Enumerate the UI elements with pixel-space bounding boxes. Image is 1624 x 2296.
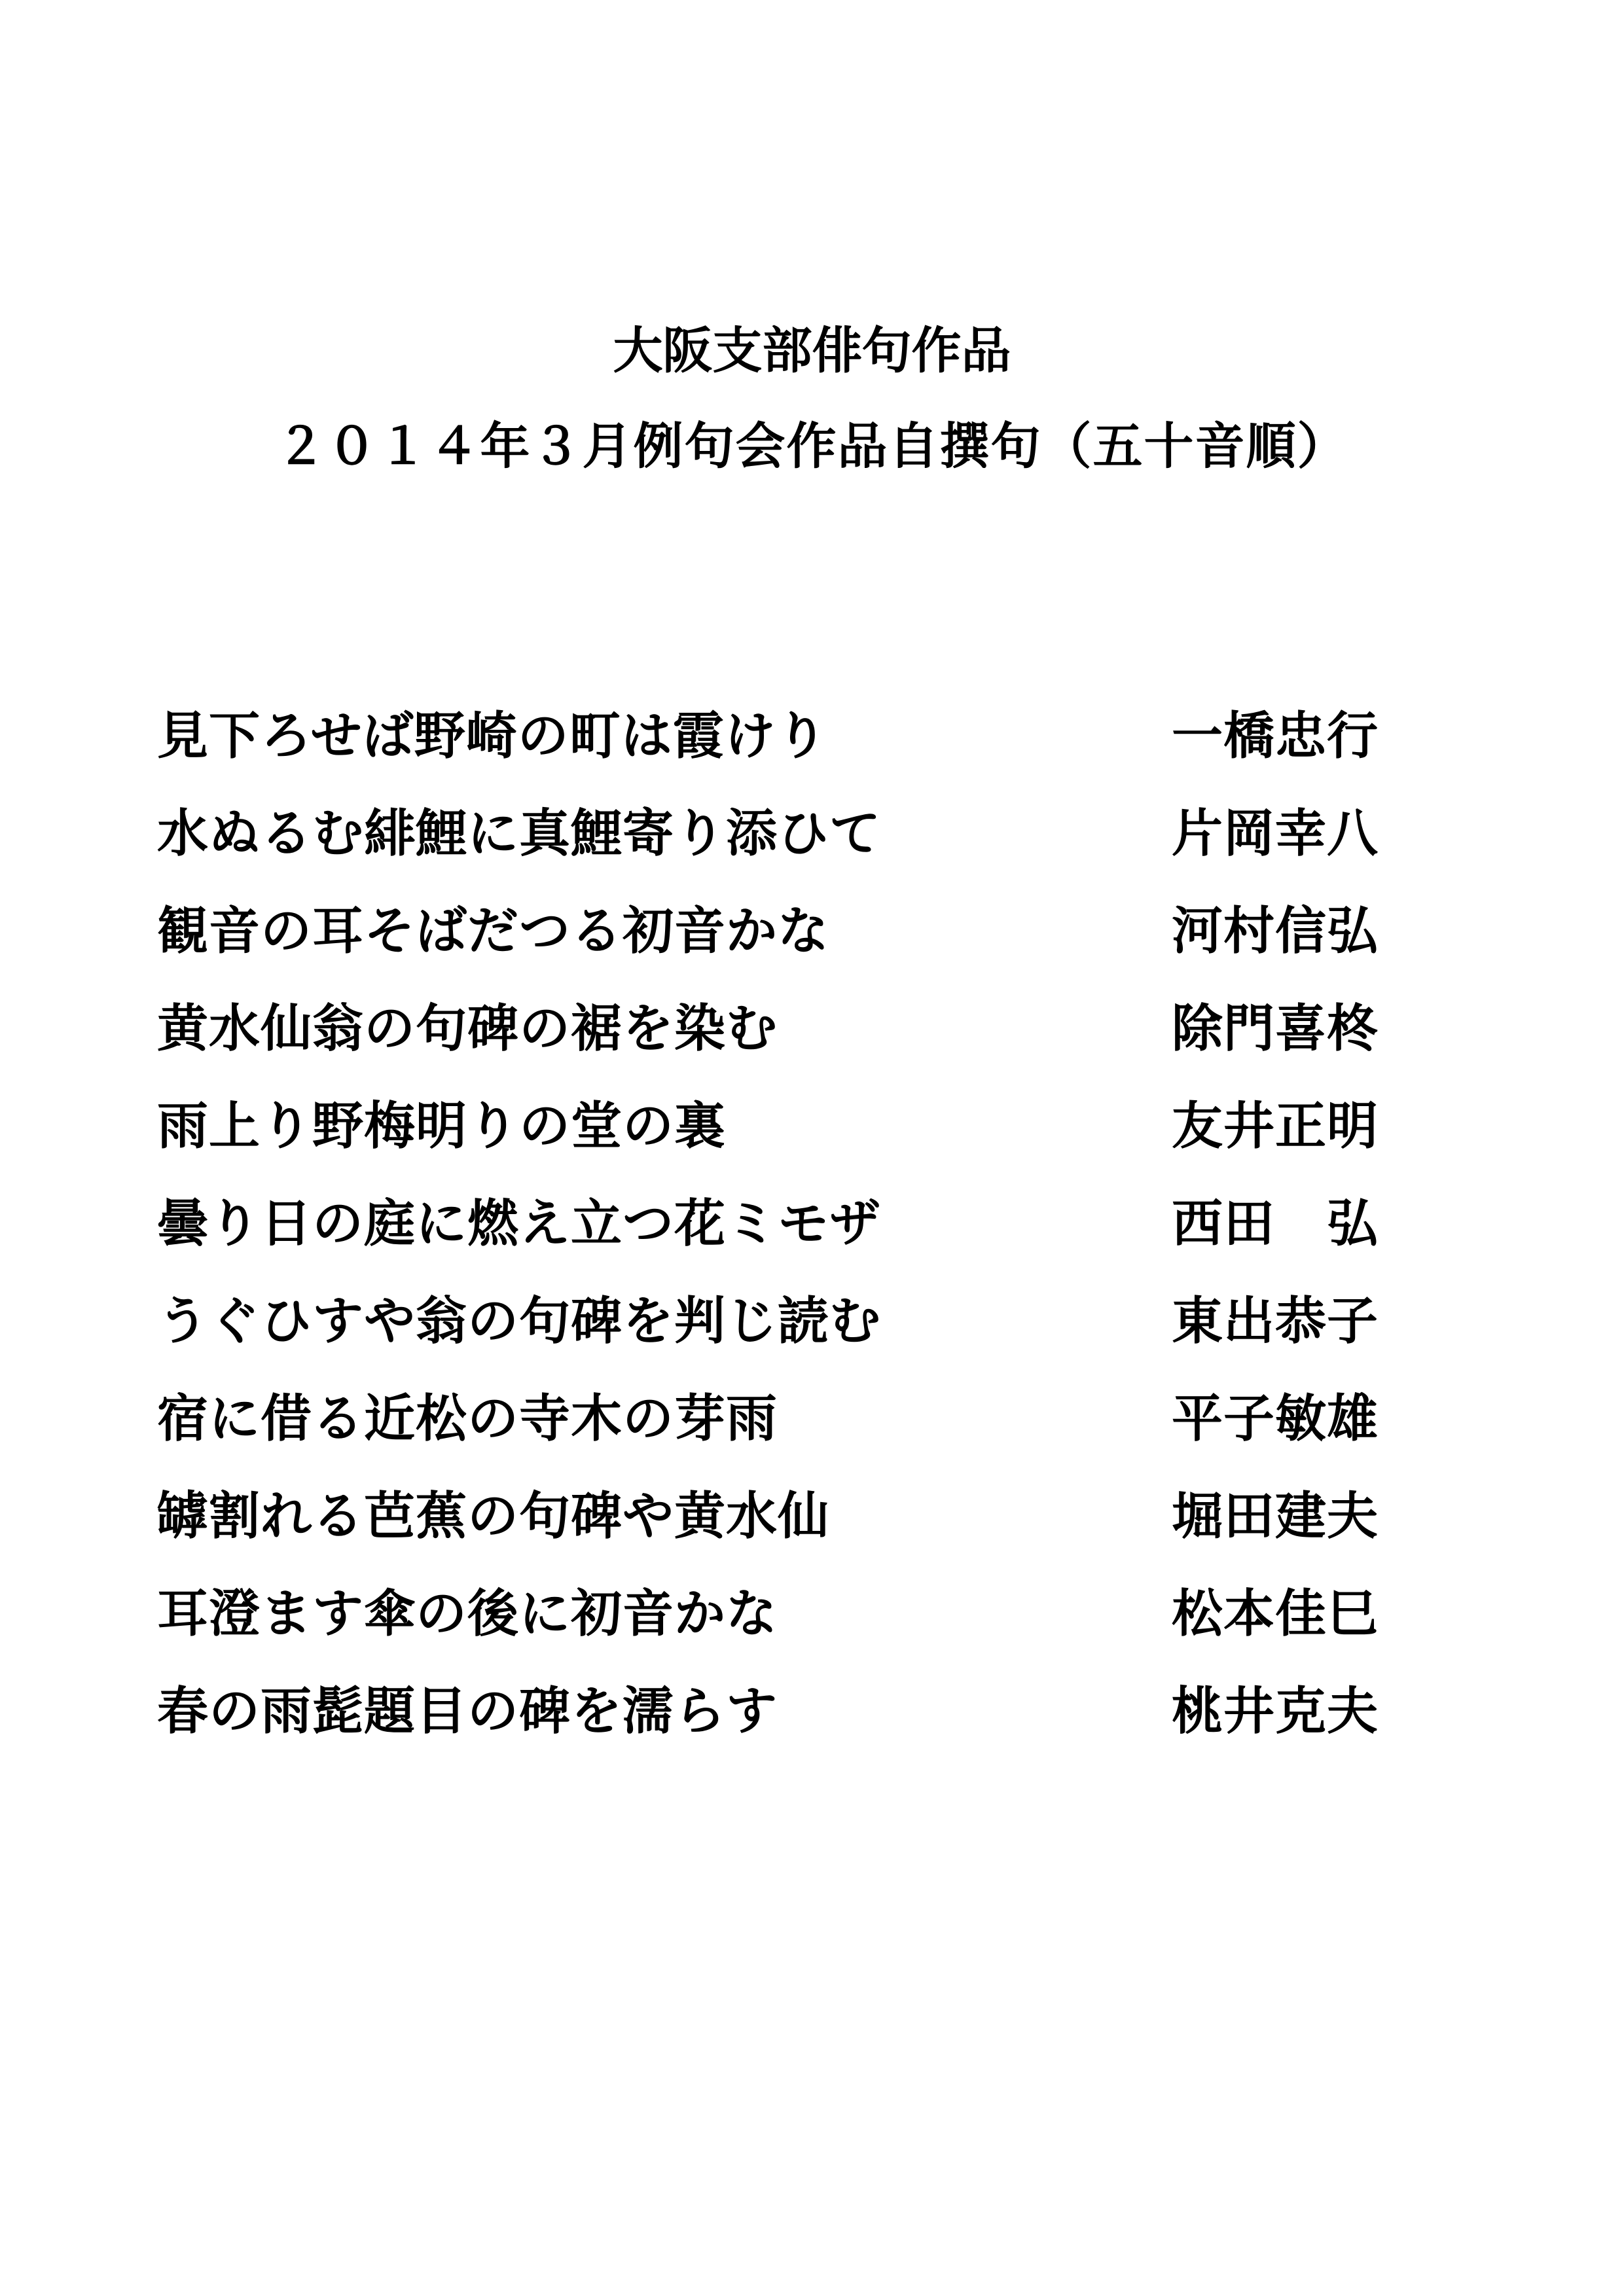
haiku-row	[157, 1484, 1420, 1581]
haiku-text: 宿に借る近松の寺木の芽雨	[157, 1389, 778, 1448]
haiku-list	[157, 704, 1420, 1776]
haiku-text: 雨上り野梅明りの堂の裏	[157, 1096, 727, 1156]
haiku-text: 曇り日の庭に燃え立つ花ミモザ	[157, 1194, 882, 1253]
haiku-text: 春の雨髭題目の碑を濡らす	[157, 1681, 778, 1741]
haiku-text: 耳澄ます傘の後に初音かな	[157, 1584, 778, 1643]
haiku-row	[157, 1386, 1420, 1484]
haiku-text: 水ぬるむ緋鯉に真鯉寄り添ひて	[157, 804, 882, 863]
haiku-author: 松本佳巳	[1172, 1584, 1379, 1643]
haiku-row	[157, 1191, 1420, 1289]
haiku-text: 観音の耳そばだつる初音かな	[157, 901, 830, 961]
haiku-author: 平子敏雄	[1172, 1389, 1379, 1448]
haiku-author: 桃井克夫	[1172, 1681, 1379, 1741]
haiku-row	[157, 1094, 1420, 1191]
haiku-author: 片岡幸八	[1172, 804, 1379, 863]
haiku-row	[157, 704, 1420, 801]
haiku-author: 友井正明	[1172, 1096, 1379, 1156]
haiku-text: 黄水仙翁の句碑の裾を染む	[157, 999, 778, 1058]
haiku-author: 東出恭子	[1172, 1291, 1379, 1351]
haiku-author: 一橋忠行	[1172, 706, 1379, 766]
document-subtitle: ２０１４年３月例句会作品自撰句（五十音順）	[276, 417, 1348, 475]
haiku-row	[157, 996, 1420, 1094]
haiku-row	[157, 801, 1420, 899]
haiku-author: 堀田建夫	[1172, 1486, 1379, 1546]
haiku-row	[157, 1289, 1420, 1386]
haiku-author: 除門喜柊	[1172, 999, 1379, 1058]
haiku-text: うぐひすや翁の句碑を判じ読む	[157, 1291, 882, 1351]
haiku-text: 罅割れる芭蕉の句碑や黄水仙	[157, 1486, 830, 1546]
haiku-row	[157, 1679, 1420, 1776]
haiku-row	[157, 1581, 1420, 1679]
document-title: 大阪支部俳句作品	[613, 321, 1011, 380]
haiku-author: 西田 弘	[1172, 1194, 1379, 1253]
haiku-author: 河村信弘	[1172, 901, 1379, 961]
haiku-row	[157, 899, 1420, 996]
haiku-text: 見下ろせば野崎の町は霞けり	[157, 706, 828, 766]
